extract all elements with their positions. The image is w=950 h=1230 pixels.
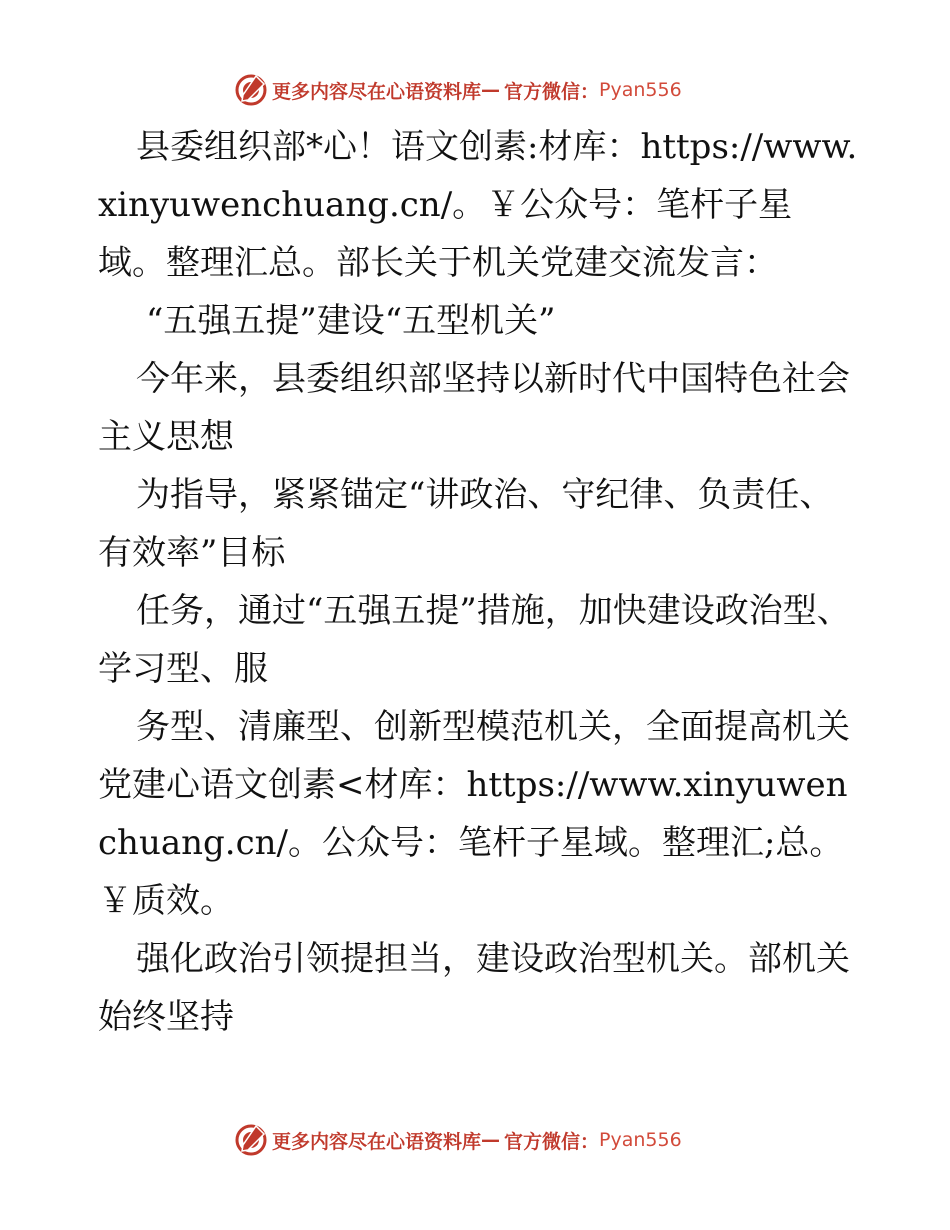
paragraph: 今年来，县委组织部坚持以新时代中国特色社会主义思想 [98,359,850,457]
watermark-wechat-id: Pyan556 [599,1129,682,1151]
watermark-separator: — [481,1129,501,1151]
paragraph: 强化政治引领提担当，建设政治型机关。部机关始终坚持 [98,939,850,1037]
watermark-wechat-label: 官方微信： [504,80,600,103]
watermark-brand: 更多内容尽在心语资料库 [272,1130,482,1153]
watermark-wechat-label: 官方微信： [504,1130,600,1153]
pen-logo-icon [234,1123,268,1157]
watermark-separator: — [481,79,501,101]
section-title: “五强五提”建设“五型机关” [146,301,556,341]
paragraph: 为指导，紧紧锚定“讲政治、守纪律、负责任、有效率”目标 [98,475,834,573]
watermark-footer [234,1120,682,1160]
pen-logo-icon [234,73,268,107]
paragraph: 县委组织部*心！语文创素:材库：https://www.xinyuwenchuang.cn/。￥公众号：笔杆子星域。整理汇总。部长关于机关党建交流发言： [98,127,858,283]
watermark-wechat-id: Pyan556 [599,79,682,101]
paragraph: 务型、清廉型、创新型模范机关，全面提高机关党建心语文创素<材库：https://www.xinyuwenchuang.cn/。公众号：笔杆子星域。整理汇;总。￥质效。 [98,707,850,921]
paragraph: 任务，通过“五强五提”措施，加快建设政治型、学习型、服 [98,591,851,689]
document-body [98,118,858,1046]
watermark-header [234,70,682,110]
watermark-brand: 更多内容尽在心语资料库 [272,80,482,103]
